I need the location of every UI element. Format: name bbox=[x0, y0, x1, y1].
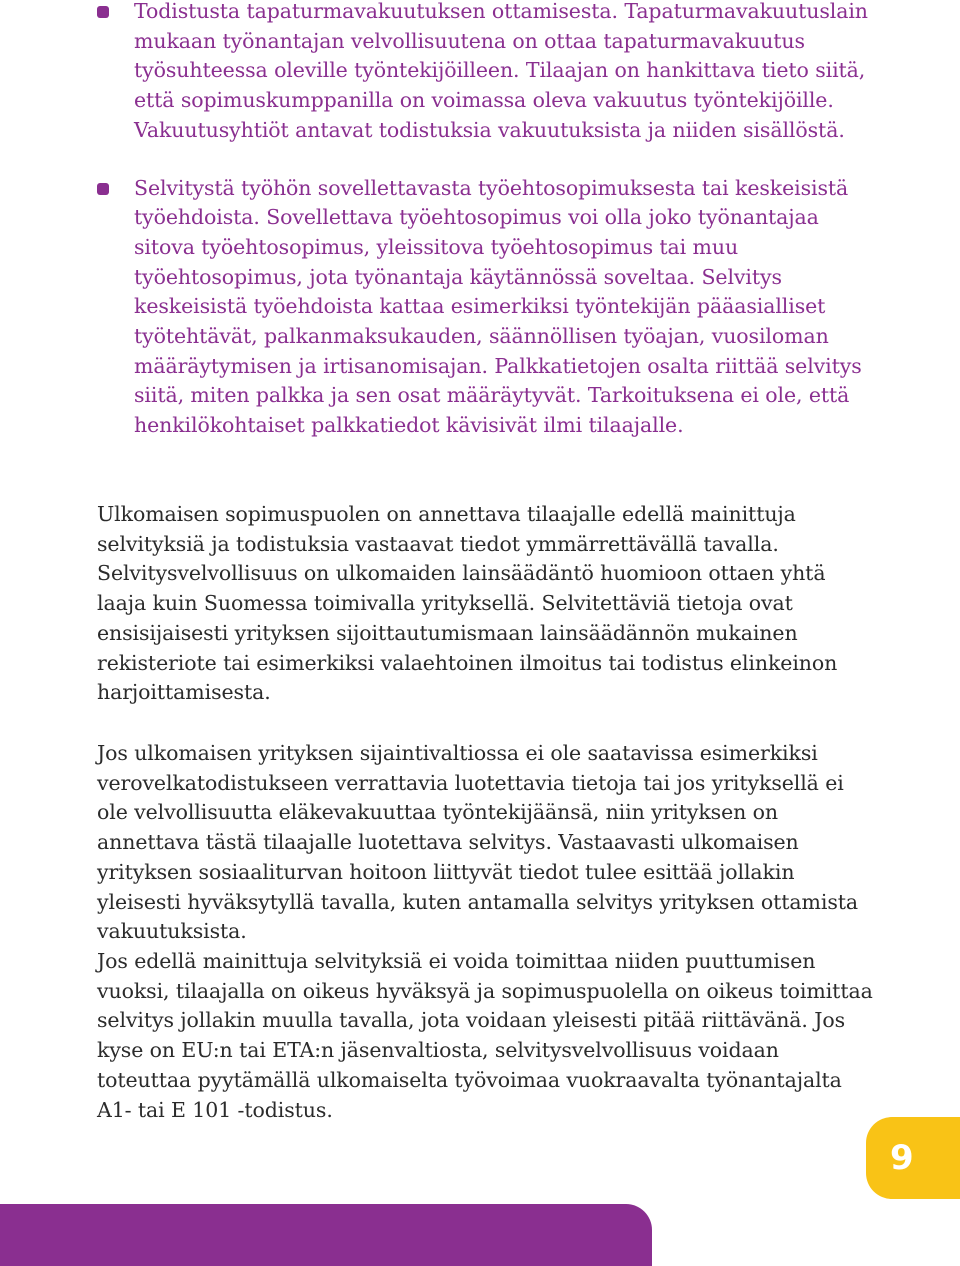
page-number-tab bbox=[866, 1117, 960, 1199]
footer-bar bbox=[0, 1204, 652, 1266]
square-bullet-icon bbox=[97, 6, 109, 18]
paragraph-alternative-report: Jos edellä mainittuja selvityksiä ei voida toimittaa niiden puuttumisen vuoksi, tilaajalla on oikeus hyväksyä ja sopimuspuolella on oikeus toimittaa selvitys jollakin muulla tavalla, jota voidaan yleisesti pitää riittävänä. Jos kyse on EU:n tai ETA:n jäsenvaltiosta, selvitysvelvollisuus voidaan toteuttaa pyytämällä ulkomaiselta työvoimaa vuokraavalta työnantajalta A1- tai E 101 -todistus. bbox=[97, 949, 873, 1122]
bullet-list bbox=[97, 0, 877, 469]
paragraph-country-of-residence: Jos ulkomaisen yrityksen sijaintivaltiossa ei ole saatavissa esimerkiksi verovelkatodistukseen verrattavia luotettavia tietoja tai jos yrityksellä ei ole velvollisuutta eläkevakuuttaa työntekijäänsä, niin yrityksen on annettava tästä tilaajalle luotettava selvitys. Vastaavasti ulkomaisen yrityksen sosiaaliturvan hoitoon liittyvät tiedot tulee esittää jollakin yleisesti hyväksytyllä tavalla, kuten antamalla selvitys yrityksen ottamista vakuutuksista. bbox=[97, 741, 859, 944]
square-bullet-icon bbox=[97, 183, 109, 195]
page-number: 9 bbox=[890, 1138, 914, 1178]
paragraph-foreign-contractor: Ulkomaisen sopimuspuolen on annettava tilaajalle edellä mainittuja selvityksiä ja todistuksia vastaavat tiedot ymmärrettävällä tavalla. Selvitysvelvollisuus on ulkomaiden lainsäädäntö huomioon ottaen yhtä laaja kuin Suomessa toimivalla yrityksellä. Selvitettäviä tietoja ovat ensisijaisesti yrityksen sijoittautumismaan lainsäädännön mukainen rekisteriote tai esimerkiksi valaehtoinen ilmoitus tai todistus elinkeinon harjoittamisesta. bbox=[97, 502, 838, 705]
bullet-item-insurance-certificate bbox=[97, 0, 877, 146]
bullet-text: Selvitystä työhön sovellettavasta työehtosopimuksesta tai keskeisistä työehdoista. Sovellettava työehtosopimus voi olla joko työnantajaa sitova työehtosopimus, yleissitova työehtosopimus tai muu työehtosopimus, jota työnantaja käytännössä soveltaa. Selvitys keskeisistä työehdoista kattaa esimerkiksi työntekijän pääasialliset työtehtävät, palkanmaksukauden, säännöllisen työajan, vuosiloman määräytymisen ja irtisanomisajan. Palkkatietojen osalta riittää selvitys siitä, miten palkka ja sen osat määräytyvät. Tarkoituksena ei ole, että henkilökohtaiset palkkatiedot kävisivät ilmi tilaajalle. bbox=[134, 175, 862, 438]
bullet-text: Todistusta tapaturmavakuutuksen ottamisesta. Tapaturmavakuutuslain mukaan työnantajan velvollisuutena on ottaa tapaturmavakuutus työsuhteessa oleville työntekijöilleen. Tilaajan on hankittava tieto siitä, että sopimuskumppanilla on voimassa oleva vakuutus työntekijöille. Vakuutusyhtiöt antavat todistuksia vakuutuksista ja niiden sisällöstä. bbox=[134, 0, 868, 142]
bullet-item-collective-agreement bbox=[97, 174, 877, 441]
